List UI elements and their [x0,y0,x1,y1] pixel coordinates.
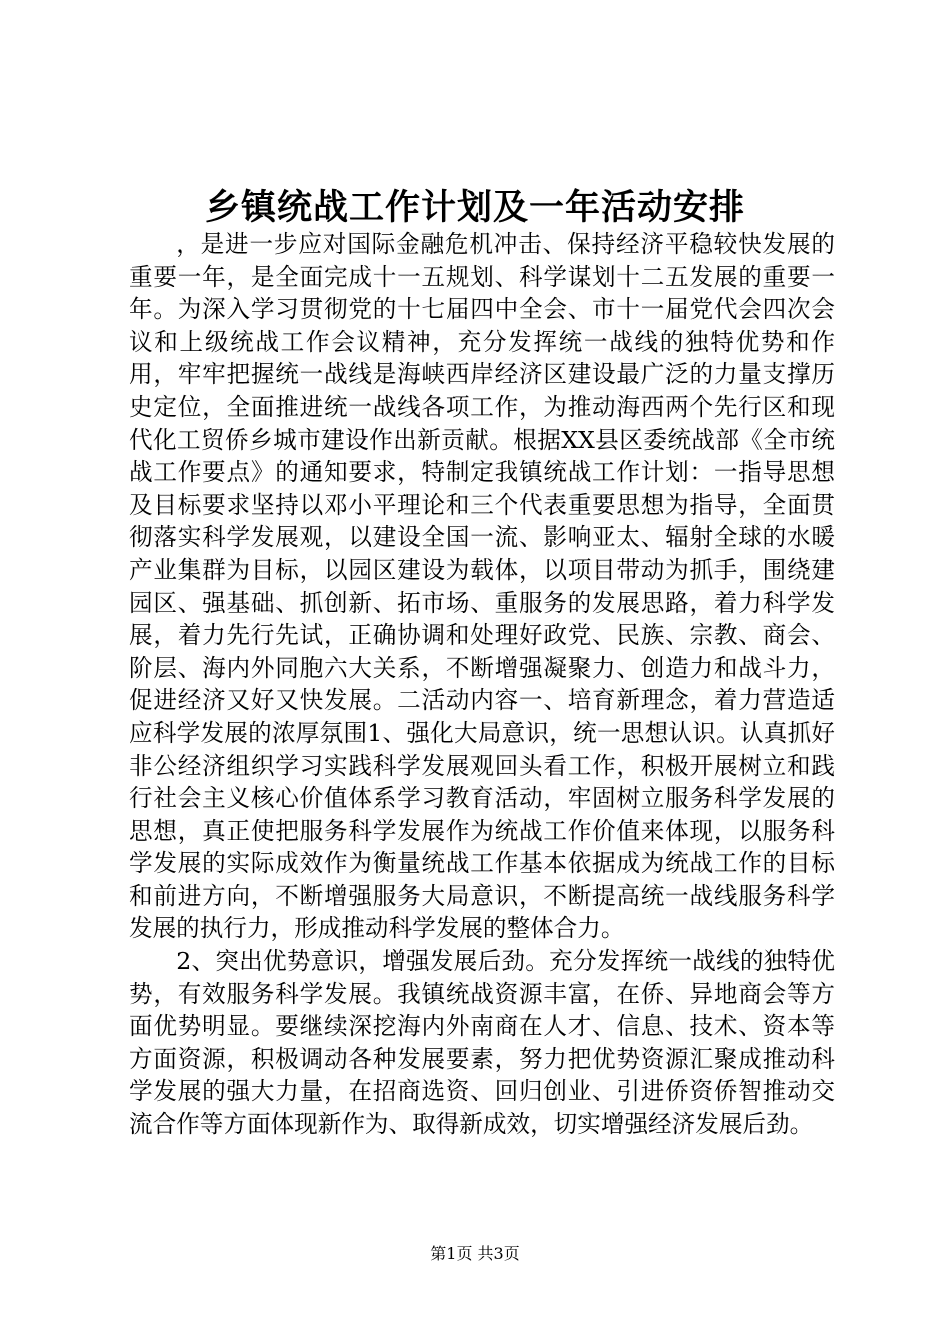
paragraph-1: ，是进一步应对国际金融危机冲击、保持经济平稳较快发展的重要一年，是全面完成十一五规划、科学谋划十二五发展的重要一年。为深入学习贯彻党的十七届四中全会、市十一届党代会四次会议和上级统战工作会议精神，充分发挥统一战线的独特优势和作用，牢牢把握统一战线是海峡西岸经济区建设最广泛的力量支撑历史定位，全面推进统一战线各项工作，为推动海西两个先行区和现代化工贸侨乡城市建设作出新贡献。根据XX县区委统战部《全市统战工作要点》的通知要求，特制定我镇统战工作计划：一指导思想及目标要求坚持以邓小平理论和三个代表重要思想为指导，全面贯彻落实科学发展观，以建设全国一流、影响亚太、辐射全球的水暖产业集群为目标，以园区建设为载体，以项目带动为抓手，围绕建园区、强基础、抓创新、拓市场、重服务的发展思路，着力科学发展，着力先行先试，正确协调和处理好政党、民族、宗教、商会、阶层、海内外同胞六大关系，不断增强凝聚力、创造力和战斗力，促进经济又好又快发展。二活动内容一、培育新理念，着力营造适应科学发展的浓厚氛围1、强化大局意识，统一思想认识。认真抓好非公经济组织学习实践科学发展观回头看工作，积极开展树立和践行社会主义核心价值体系学习教育活动，牢固树立服务科学发展的思想，真正使把服务科学发展作为统战工作价值来体现，以服务科学发展的实际成效作为衡量统战工作基本依据成为统战工作的目标和前进方向，不断增强服务大局意识，不断提高统一战线服务科学发展的执行力，形成推动科学发展的整体合力。 [129,230,835,943]
paragraph-2: 2、突出优势意识，增强发展后劲。充分发挥统一战线的独特优势，有效服务科学发展。我镇统战资源丰富，在侨、异地商会等方面优势明显。要继续深挖海内外南商在人才、信息、技术、资本等方面资源，积极调动各种发展要素，努力把优势资源汇聚成推动科学发展的强大力量，在招商选资、回归创业、引进侨资侨智推动交流合作等方面体现新作为、取得新成效，切实增强经济发展后劲。 [129,947,835,1139]
document-title: 乡镇统战工作计划及一年活动安排 [204,187,745,228]
document-body [129,228,835,1141]
page-footer: 第1页 共3页 [430,1244,520,1263]
